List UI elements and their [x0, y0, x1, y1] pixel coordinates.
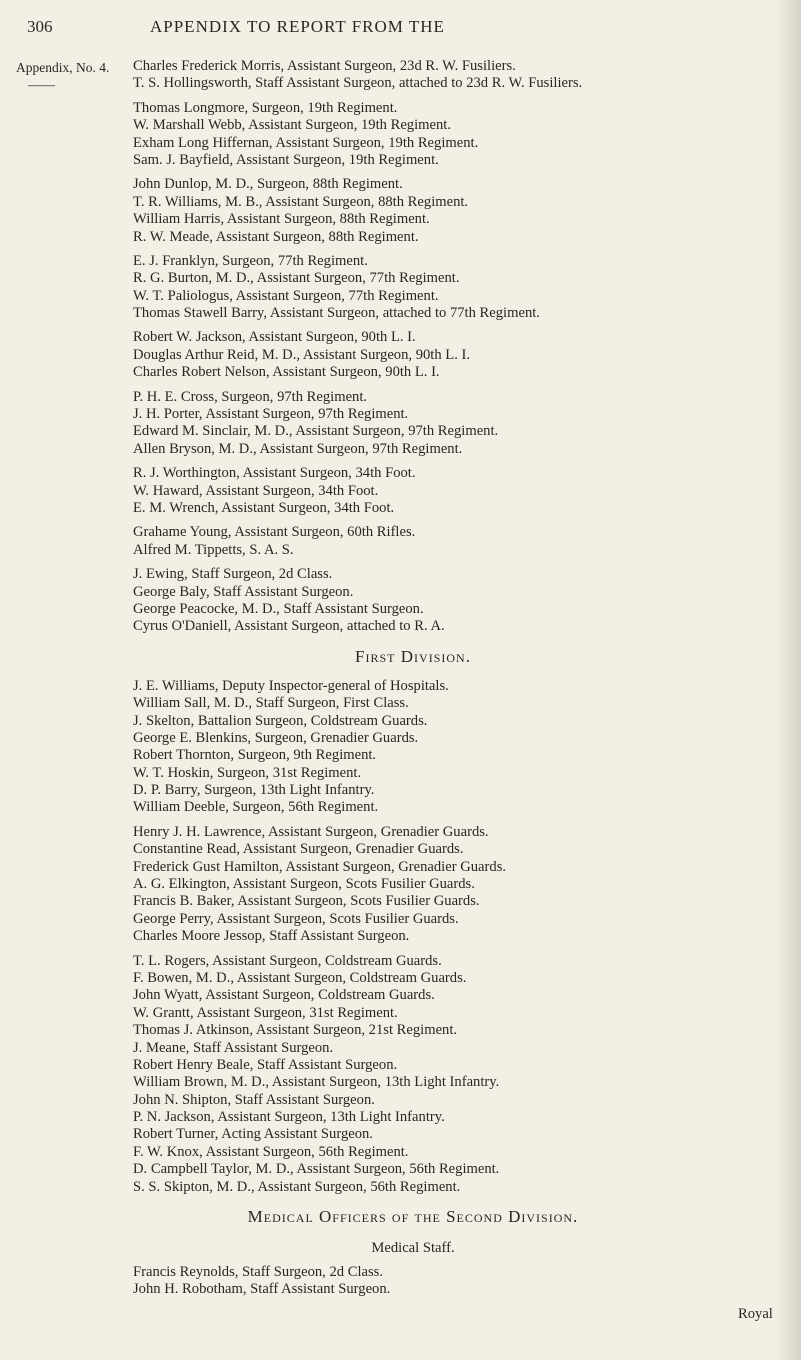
officer-group — [133, 1264, 773, 1299]
officer-group — [133, 953, 773, 1196]
appendix-margin-label: Appendix, No. 4. — [16, 60, 110, 75]
officer-entry: T. R. Williams, M. B., Assistant Surgeon, 88th Regiment. — [133, 193, 469, 210]
officer-entry: Robert Turner, Acting Assistant Surgeon. — [133, 1126, 373, 1143]
officer-group — [133, 100, 773, 170]
officer-group — [133, 389, 773, 459]
officer-group — [133, 176, 773, 246]
page-header — [0, 14, 801, 44]
officer-entry: Robert Henry Beale, Staff Assistant Surgeon. — [133, 1056, 398, 1073]
officer-entry: F. Bowen, M. D., Assistant Surgeon, Coldstream Guards. — [133, 969, 467, 986]
officer-entry: George Perry, Assistant Surgeon, Scots Fusilier Guards. — [133, 910, 459, 927]
officer-entry: William Harris, Assistant Surgeon, 88th Regiment. — [133, 211, 430, 228]
officer-group — [133, 253, 773, 323]
officer-entry: Sam. J. Bayfield, Assistant Surgeon, 19th Regiment. — [133, 151, 439, 168]
officer-entry: Charles Moore Jessop, Staff Assistant Surgeon. — [133, 928, 410, 945]
officer-entry: D. P. Barry, Surgeon, 13th Light Infantry. — [133, 782, 375, 799]
officer-entry: P. N. Jackson, Assistant Surgeon, 13th Light Infantry. — [133, 1109, 445, 1126]
officer-entry: Robert W. Jackson, Assistant Surgeon, 90th L. I. — [133, 329, 416, 346]
officer-entry: W. T. Paliologus, Assistant Surgeon, 77th Regiment. — [133, 287, 439, 304]
officer-entry: George Peacocke, M. D., Staff Assistant Surgeon. — [133, 600, 424, 617]
officer-list-first-division — [133, 678, 773, 1196]
officer-entry: S. S. Skipton, M. D., Assistant Surgeon, 56th Regiment. — [133, 1178, 461, 1195]
officer-group — [133, 678, 773, 817]
margin-dash: —— — [28, 77, 55, 92]
officer-entry: John Wyatt, Assistant Surgeon, Coldstream Guards. — [133, 987, 435, 1004]
officer-entry: R. J. Worthington, Assistant Surgeon, 34th Foot. — [133, 465, 416, 482]
officer-entry: William Sall, M. D., Staff Surgeon, First Class. — [133, 695, 409, 712]
officer-entry: George E. Blenkins, Surgeon, Grenadier Guards. — [133, 729, 419, 746]
officer-entry: George Baly, Staff Assistant Surgeon. — [133, 583, 354, 600]
officer-entry: William Deeble, Surgeon, 56th Regiment. — [133, 799, 379, 816]
officer-entry: Francis Reynolds, Staff Surgeon, 2d Class. — [133, 1264, 383, 1281]
officer-group — [133, 566, 773, 636]
officer-entry: Robert Thornton, Surgeon, 9th Regiment. — [133, 747, 377, 764]
officer-list-top — [133, 58, 773, 636]
page-number: 306 — [27, 17, 53, 36]
officer-entry: Grahame Young, Assistant Surgeon, 60th Rifles. — [133, 524, 416, 541]
officer-entry: A. G. Elkington, Assistant Surgeon, Scots Fusilier Guards. — [133, 876, 475, 893]
officer-group — [133, 58, 773, 93]
officer-entry: Frederick Gust Hamilton, Assistant Surgeon, Grenadier Guards. — [133, 858, 507, 875]
officer-group — [133, 329, 773, 381]
officer-entry: E. J. Franklyn, Surgeon, 77th Regiment. — [133, 252, 368, 269]
officer-group — [133, 524, 773, 559]
officer-list-second-division — [133, 1264, 773, 1299]
section-heading-second-division: Medical Officers of the Second Division. — [247, 1207, 579, 1227]
officer-group — [133, 824, 773, 946]
officer-entry: John H. Robotham, Staff Assistant Surgeon. — [133, 1281, 391, 1298]
officer-entry: J. H. Porter, Assistant Surgeon, 97th Regiment. — [133, 406, 409, 423]
officer-entry: Edward M. Sinclair, M. D., Assistant Surgeon, 97th Regiment. — [133, 423, 499, 440]
officer-entry: J. Skelton, Battalion Surgeon, Coldstream Guards. — [133, 712, 428, 729]
officer-entry: John N. Shipton, Staff Assistant Surgeon. — [133, 1091, 375, 1108]
officer-entry: R. G. Burton, M. D., Assistant Surgeon, 77th Regiment. — [133, 270, 460, 287]
page-edge-shadow — [775, 0, 801, 1360]
officer-entry: Cyrus O'Daniell, Assistant Surgeon, attached to R. A. — [133, 618, 445, 635]
officer-entry: T. L. Rogers, Assistant Surgeon, Coldstream Guards. — [133, 952, 442, 969]
officer-entry: J. Meane, Staff Assistant Surgeon. — [133, 1039, 334, 1056]
officer-entry: T. S. Hollingsworth, Staff Assistant Surgeon, attached to 23d R. W. Fusiliers. — [133, 75, 583, 92]
officer-entry: John Dunlop, M. D., Surgeon, 88th Regiment. — [133, 176, 403, 193]
officer-entry: Charles Robert Nelson, Assistant Surgeon, 90th L. I. — [133, 364, 440, 381]
officer-entry: W. Marshall Webb, Assistant Surgeon, 19th Regiment. — [133, 117, 451, 134]
officer-entry: Exham Long Hiffernan, Assistant Surgeon, 19th Regiment. — [133, 134, 479, 151]
officer-entry: R. W. Meade, Assistant Surgeon, 88th Regiment. — [133, 228, 419, 245]
catchword: Royal — [738, 1306, 773, 1322]
officer-entry: Constantine Read, Assistant Surgeon, Grenadier Guards. — [133, 841, 464, 858]
officer-entry: Charles Frederick Morris, Assistant Surgeon, 23d R. W. Fusiliers. — [133, 58, 516, 74]
officer-entry: Alfred M. Tippetts, S. A. S. — [133, 541, 294, 558]
officer-entry: Thomas Longmore, Surgeon, 19th Regiment. — [133, 99, 398, 116]
officer-entry: E. M. Wrench, Assistant Surgeon, 34th Foot. — [133, 499, 395, 516]
officer-entry: Thomas Stawell Barry, Assistant Surgeon, attached to 77th Regiment. — [133, 305, 540, 322]
section-heading-first-division: First Division. — [355, 646, 471, 666]
officer-entry: Douglas Arthur Reid, M. D., Assistant Surgeon, 90th L. I. — [133, 346, 471, 363]
officer-entry: J. Ewing, Staff Surgeon, 2d Class. — [133, 566, 333, 583]
officer-entry: D. Campbell Taylor, M. D., Assistant Surgeon, 56th Regiment. — [133, 1161, 500, 1178]
officer-entry: Thomas J. Atkinson, Assistant Surgeon, 21st Regiment. — [133, 1022, 458, 1039]
officer-entry: F. W. Knox, Assistant Surgeon, 56th Regiment. — [133, 1143, 409, 1160]
officer-entry: J. E. Williams, Deputy Inspector-general of Hospitals. — [133, 677, 449, 694]
officer-entry: W. T. Hoskin, Surgeon, 31st Regiment. — [133, 764, 362, 781]
officer-entry: Henry J. H. Lawrence, Assistant Surgeon, Grenadier Guards. — [133, 823, 489, 840]
running-head: APPENDIX TO REPORT FROM THE — [150, 17, 445, 36]
subheading-medical-staff: Medical Staff. — [371, 1240, 455, 1257]
officer-entry: William Brown, M. D., Assistant Surgeon, 13th Light Infantry. — [133, 1074, 500, 1091]
officer-entry: W. Grantt, Assistant Surgeon, 31st Regiment. — [133, 1004, 398, 1021]
page-body — [133, 58, 773, 1306]
officer-entry: P. H. E. Cross, Surgeon, 97th Regiment. — [133, 388, 368, 405]
officer-entry: W. Haward, Assistant Surgeon, 34th Foot. — [133, 482, 379, 499]
officer-group — [133, 465, 773, 517]
officer-entry: Allen Bryson, M. D., Assistant Surgeon, 97th Regiment. — [133, 440, 463, 457]
officer-entry: Francis B. Baker, Assistant Surgeon, Scots Fusilier Guards. — [133, 893, 480, 910]
